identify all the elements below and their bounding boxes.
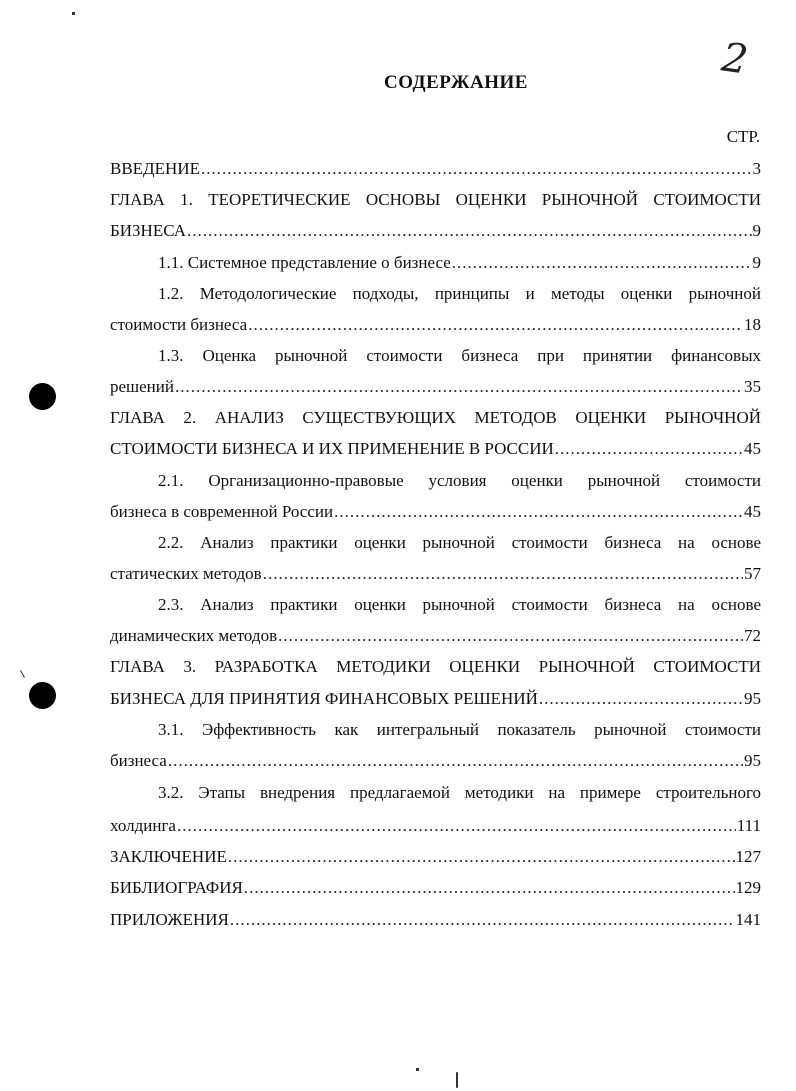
dot-leader <box>168 748 743 774</box>
toc-page-number: 45 <box>744 439 761 458</box>
toc-entry-label: ПРИЛОЖЕНИЯ <box>110 910 229 929</box>
toc-entry-label: бизнеса <box>110 751 167 770</box>
scan-speck <box>416 1068 419 1071</box>
toc-chapter-3-line1: ГЛАВА 3. РАЗРАБОТКА МЕТОДИКИ ОЦЕНКИ РЫНОЧНОЙ СТОИМОСТИ <box>110 657 761 676</box>
page-title: СОДЕРЖАНИЕ <box>384 72 528 93</box>
dot-leader <box>278 623 743 649</box>
toc-entry-label: ЗАКЛЮЧЕНИЕ <box>110 847 227 866</box>
toc-entry-label: бизнеса в современной России <box>110 502 334 521</box>
dot-leader <box>230 907 735 933</box>
toc-section-1-1 <box>158 250 761 276</box>
toc-section-2-2-line2 <box>110 561 761 587</box>
toc-page-number: 127 <box>735 847 761 866</box>
toc-entry-label: статических методов <box>110 564 262 583</box>
toc-section-1-3-line2 <box>110 374 761 400</box>
toc-chapter-2-line2 <box>110 436 761 462</box>
toc-section-1-2-line1: 1.2. Методологические подходы, принципы и методы оценки рыночной <box>158 284 761 303</box>
scan-speck <box>456 1072 458 1088</box>
toc-section-2-1-line1: 2.1. Организационно-правовые условия оценки рыночной стоимости <box>158 471 761 490</box>
toc-section-3-1-line1: 3.1. Эффективность как интегральный показатель рыночной стоимости <box>158 720 761 739</box>
toc-entry-appendices <box>110 907 761 933</box>
toc-entry-label: стоимости бизнеса <box>110 315 248 334</box>
toc-entry-label: холдинга <box>110 816 176 835</box>
dot-leader <box>539 686 743 712</box>
toc-section-1-2-line2 <box>110 312 761 338</box>
dot-leader <box>175 374 743 400</box>
toc-section-1-3-line1: 1.3. Оценка рыночной стоимости бизнеса при принятии финансовых <box>158 346 761 365</box>
dot-leader <box>244 875 735 901</box>
toc-page-number: 141 <box>735 910 761 929</box>
scan-speck <box>72 12 75 15</box>
toc-entry-conclusion <box>110 844 761 870</box>
toc-page-number: 95 <box>744 689 761 708</box>
toc-page-number: 9 <box>752 221 761 240</box>
toc-section-2-3-line1: 2.3. Анализ практики оценки рыночной стоимости бизнеса на основе <box>158 595 761 614</box>
punch-hole-lower <box>29 682 56 709</box>
dot-leader <box>177 813 736 839</box>
toc-section-3-2-line2 <box>110 813 761 839</box>
toc-section-2-1-line2 <box>110 499 761 525</box>
page-column-label: СТР. <box>726 127 760 146</box>
toc-entry-label: БИБЛИОГРАФИЯ <box>110 878 243 897</box>
toc-chapter-2-line1: ГЛАВА 2. АНАЛИЗ СУЩЕСТВУЮЩИХ МЕТОДОВ ОЦЕНКИ РЫНОЧНОЙ <box>110 408 761 427</box>
toc-page-number: 72 <box>744 626 761 645</box>
toc-entry-label: БИЗНЕСА <box>110 221 186 240</box>
toc-entry-label: БИЗНЕСА ДЛЯ ПРИНЯТИЯ ФИНАНСОВЫХ РЕШЕНИЙ <box>110 689 538 708</box>
toc-page-number: 111 <box>736 816 761 835</box>
toc-page-number: 45 <box>744 502 761 521</box>
scan-speck <box>20 670 25 677</box>
toc-entry-bibliography <box>110 875 761 901</box>
toc-entry-label: 1.1. Системное представление о бизнесе <box>158 253 451 272</box>
toc-entry-intro <box>110 156 761 182</box>
toc-chapter-1-line1: ГЛАВА 1. ТЕОРЕТИЧЕСКИЕ ОСНОВЫ ОЦЕНКИ РЫНОЧНОЙ СТОИМОСТИ <box>110 190 761 209</box>
toc-entry-label: решений <box>110 377 174 396</box>
toc-entry-label: ВВЕДЕНИЕ <box>110 159 200 178</box>
dot-leader <box>248 312 743 338</box>
toc-page-number: 9 <box>752 253 761 272</box>
toc-entry-label: динамических методов <box>110 626 278 645</box>
toc-page-number: 129 <box>735 878 761 897</box>
dot-leader <box>555 436 743 462</box>
toc-section-2-3-line2 <box>110 623 761 649</box>
dot-leader <box>228 844 735 870</box>
dot-leader <box>263 561 743 587</box>
toc-page-number: 95 <box>744 751 761 770</box>
toc-section-3-2-line1: 3.2. Этапы внедрения предлагаемой методики на примере строительного <box>158 783 761 802</box>
toc-chapter-1-line2 <box>110 218 761 244</box>
dot-leader <box>187 218 752 244</box>
toc-entry-label: СТОИМОСТИ БИЗНЕСА И ИХ ПРИМЕНЕНИЕ В РОССИИ <box>110 439 554 458</box>
toc-section-2-2-line1: 2.2. Анализ практики оценки рыночной стоимости бизнеса на основе <box>158 533 761 552</box>
toc-section-3-1-line2 <box>110 748 761 774</box>
dot-leader <box>452 250 752 276</box>
handwritten-page-number: 2 <box>718 34 751 84</box>
toc-chapter-3-line2 <box>110 686 761 712</box>
toc-page-number: 35 <box>744 377 761 396</box>
punch-hole-upper <box>29 383 56 410</box>
toc-page-number: 3 <box>752 159 761 178</box>
toc-page-number: 57 <box>744 564 761 583</box>
dot-leader <box>201 156 752 182</box>
dot-leader <box>334 499 743 525</box>
toc-page-number: 18 <box>744 315 761 334</box>
